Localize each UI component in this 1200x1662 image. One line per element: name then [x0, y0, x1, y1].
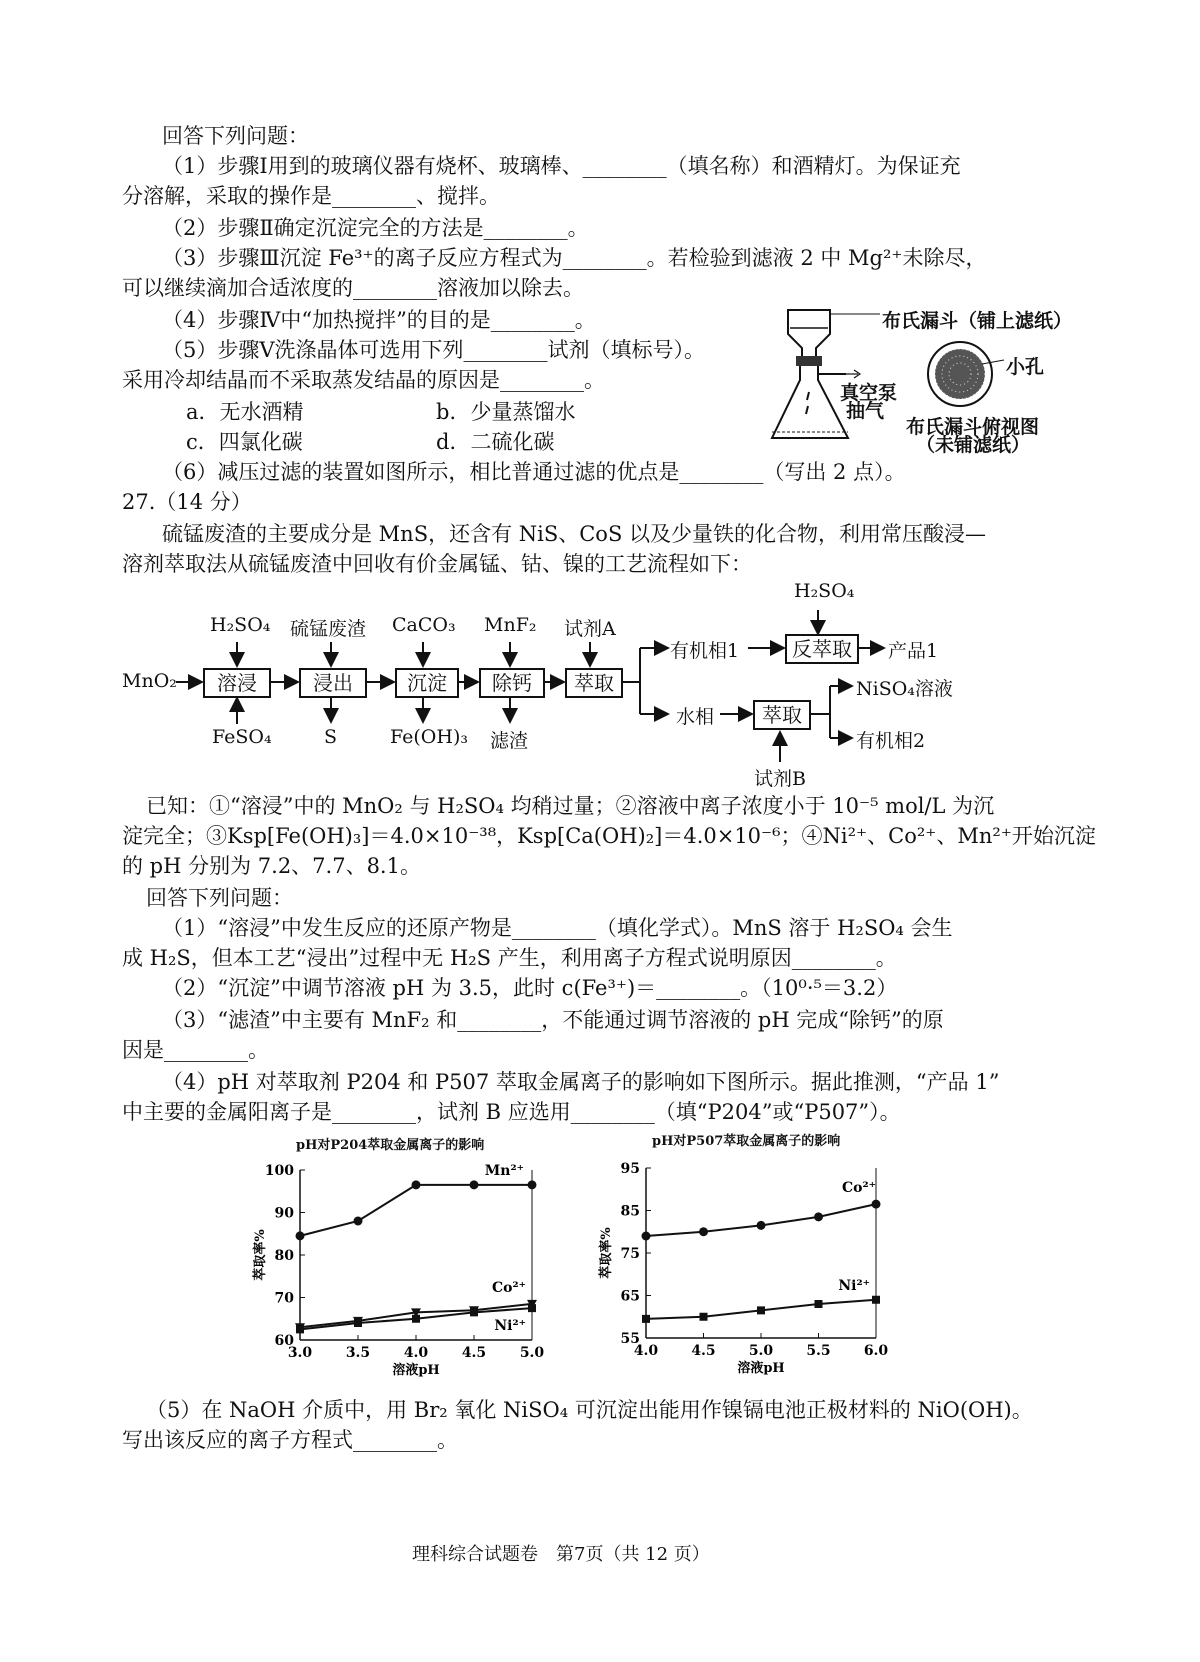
step-box-remove-calcium: 除钙 — [479, 668, 545, 698]
reagent-a: 试剂A — [564, 618, 616, 640]
q26-part3-line1: （3）步骤Ⅲ沉淀 Fe³⁺的离子反应方程式为________。若检验到滤液 2 中 Mg²⁺未除尽， — [162, 246, 987, 270]
known-line2: 淀完全；③Ksp[Fe(OH)₃]＝4.0×10⁻³⁸，Ksp[Ca(OH)₂]＝4.0×10⁻⁶；④Ni²⁺、Co²⁺、Mn²⁺开始沉淀 — [122, 824, 1096, 848]
reagent-h2so4: H₂SO₄ — [210, 614, 271, 636]
option-c: c．四氯化碳 — [186, 430, 303, 454]
step-box-dissolve: 溶浸 — [203, 668, 271, 698]
data-point — [872, 1200, 881, 1209]
q27-part5-line2: 写出该反应的离子方程式________。 — [122, 1428, 458, 1452]
reagent-b: 试剂B — [754, 768, 806, 790]
pump-label: 真空泵 — [840, 382, 898, 404]
back-extract-h2so4: H₂SO₄ — [794, 580, 855, 602]
q27-part5-line1: （5）在 NaOH 介质中，用 Br₂ 氧化 NiSO₄ 可沉淀出能用作镍镉电池正极材料的 NiO(OH)。 — [146, 1398, 1033, 1422]
reagent-caco3: CaCO₃ — [392, 614, 456, 636]
step-box-extract-2: 萃取 — [753, 700, 811, 730]
chart2-title: pH对P507萃取金属离子的影响 — [652, 1134, 841, 1149]
y-tick-label: 55 — [620, 1331, 640, 1347]
q27-part1-line2: 成 H₂S，但本工艺“浸出”过程中无 H₂S 产生，利用离子方程式说明原因________。 — [122, 946, 897, 970]
data-point — [528, 1180, 537, 1189]
q27-header: 27.（14 分） — [122, 490, 252, 514]
q27-part4-line2: 中主要的金属阳离子是________，试剂 B 应选用________（填“P204”或“P507”）。 — [122, 1100, 901, 1124]
pump-label-2: 抽气 — [846, 400, 885, 422]
data-point — [872, 1296, 880, 1304]
data-point — [354, 1217, 363, 1226]
series-line — [646, 1204, 876, 1236]
q26-part5-line2: 采用冷却结晶而不采取蒸发结晶的原因是________。 — [122, 368, 605, 392]
data-point — [412, 1315, 420, 1323]
y-tick-label: 95 — [620, 1161, 640, 1177]
q27-part3-line2: 因是________。 — [122, 1038, 269, 1062]
p204-extraction-chart — [240, 1150, 570, 1390]
y-tick-label: 80 — [274, 1248, 294, 1264]
q26-part5-line1: （5）步骤Ⅴ洗涤晶体可选用下列________试剂（填标号）。 — [162, 338, 706, 362]
niso4-solution: NiSO₄溶液 — [856, 678, 953, 700]
x-tick-label: 3.0 — [287, 1345, 313, 1361]
x-axis-label: 溶液pH — [392, 1363, 440, 1378]
known-line3: 的 pH 分别为 7.2、7.7、8.1。 — [122, 854, 421, 878]
data-point — [699, 1227, 708, 1236]
q26-part1-line1: （1）步骤Ⅰ用到的玻璃仪器有烧杯、玻璃棒、________（填名称）和酒精灯。为保证充 — [162, 154, 961, 178]
q27-part4-line1: （4）pH 对萃取剂 P204 和 P507 萃取金属离子的影响如下图所示。据此推测，“产品 1” — [162, 1070, 1000, 1094]
product-1: 产品1 — [888, 640, 939, 662]
data-point — [642, 1232, 651, 1241]
option-b: b．少量蒸馏水 — [436, 400, 576, 424]
x-tick-label: 5.5 — [806, 1343, 831, 1359]
q27-part2: （2）“沉淀”中调节溶液 pH 为 3.5，此时 c(Fe³⁺)＝________。（10⁰·⁵＝3.2） — [162, 976, 898, 1000]
data-point — [815, 1300, 823, 1308]
series-label: Ni²⁺ — [838, 1277, 870, 1294]
input-feso4: FeSO₄ — [212, 726, 272, 748]
q27-stem-line2: 溶剂萃取法从硫锰废渣中回收有价金属锰、钴、镍的工艺流程如下： — [122, 552, 752, 576]
y-tick-label: 100 — [264, 1163, 294, 1179]
data-point — [757, 1306, 765, 1314]
series-label: Ni²⁺ — [494, 1318, 526, 1335]
y-tick-label: 75 — [620, 1246, 640, 1262]
start-mno2: MnO₂ — [122, 670, 177, 692]
organic-phase-2: 有机相2 — [856, 730, 926, 752]
step-box-leach: 浸出 — [299, 668, 367, 698]
funnel-label: 布氏漏斗（铺上滤纸） — [882, 310, 1073, 332]
x-tick-label: 6.0 — [863, 1343, 889, 1359]
reagent-mnf2: MnF₂ — [484, 614, 537, 636]
q26-part1-line2: 分溶解，采取的操作是________、搅拌。 — [122, 184, 500, 208]
q27-part1-line1: （1）“溶浸”中发生反应的还原产物是________（填化学式）。MnS 溶于 H₂SO₄ 会生 — [162, 916, 953, 940]
hole-label: 小孔 — [1006, 356, 1045, 378]
p507-extraction-chart — [580, 1148, 920, 1388]
step-box-precipitate: 沉淀 — [395, 668, 459, 698]
x-tick-label: 4.5 — [461, 1345, 487, 1361]
y-tick-label: 65 — [620, 1288, 640, 1305]
y-tick-label: 90 — [274, 1205, 294, 1222]
x-tick-label: 4.0 — [403, 1345, 429, 1361]
y-axis-label: 萃取率% — [253, 1229, 268, 1281]
q26-intro: 回答下列问题： — [162, 124, 309, 148]
step-box-back-extract: 反萃取 — [785, 634, 859, 664]
x-tick-label: 5.0 — [748, 1343, 774, 1359]
data-point — [354, 1319, 362, 1327]
reagent-waste-slag: 硫锰废渣 — [290, 618, 367, 640]
q26-part2: （2）步骤Ⅱ确定沉淀完全的方法是________。 — [162, 216, 589, 240]
page-footer: 理科综合试题卷 第7页（共 12 页） — [412, 1544, 710, 1565]
series-line — [300, 1185, 532, 1236]
top-view-label-2: （未铺滤纸） — [916, 434, 1031, 456]
data-point — [412, 1180, 421, 1189]
y-tick-label: 85 — [620, 1203, 640, 1220]
data-point — [296, 1325, 304, 1333]
x-tick-label: 4.0 — [633, 1343, 659, 1359]
top-view-label: 布氏漏斗俯视图 — [906, 416, 1040, 438]
x-tick-label: 5.0 — [519, 1345, 545, 1361]
data-point — [528, 1304, 536, 1312]
q26-part6: （6）减压过滤的装置如图所示，相比普通过滤的优点是________（写出 2 点）。 — [162, 460, 906, 484]
step-box-extract: 萃取 — [565, 668, 623, 698]
known-line1: 已知：①“溶浸”中的 MnO₂ 与 H₂SO₄ 均稍过量；②溶液中离子浓度小于 10⁻⁵ mol/L 为沉 — [146, 794, 995, 818]
output-feoh3: Fe(OH)₃ — [390, 726, 468, 748]
series-label: Co²⁺ — [491, 1279, 526, 1296]
organic-phase-1: 有机相1 — [670, 640, 740, 662]
series-label: Co²⁺ — [841, 1180, 876, 1197]
x-axis-label: 溶液pH — [737, 1361, 785, 1376]
x-tick-label: 4.5 — [691, 1343, 716, 1359]
data-point — [470, 1308, 478, 1316]
x-tick-label: 3.5 — [345, 1345, 371, 1361]
q27-intro: 回答下列问题： — [146, 886, 293, 910]
chart1-title: pH对P204萃取金属离子的影响 — [296, 1138, 485, 1153]
q27-part3-line1: （3）“滤渣”中主要有 MnF₂ 和________，不能通过调节溶液的 pH 完成“除钙”的原 — [162, 1008, 944, 1032]
q27-stem-line1: 硫锰废渣的主要成分是 MnS，还含有 NiS、CoS 以及少量铁的化合物，利用常压酸浸— — [162, 522, 987, 546]
output-s: S — [324, 726, 338, 748]
data-point — [296, 1231, 305, 1240]
data-point — [757, 1221, 766, 1230]
data-point — [814, 1212, 823, 1221]
output-residue: 滤渣 — [490, 730, 529, 752]
data-point — [642, 1315, 650, 1323]
q26-part4: （4）步骤Ⅳ中“加热搅拌”的目的是________。 — [162, 308, 596, 332]
data-point — [470, 1180, 479, 1189]
y-axis-label: 萃取率% — [599, 1227, 614, 1279]
option-d: d．二硫化碳 — [436, 430, 555, 454]
q26-part3-line2: 可以继续滴加合适浓度的________溶液加以除去。 — [122, 276, 584, 300]
data-point — [700, 1313, 708, 1321]
option-a: a．无水酒精 — [186, 400, 304, 424]
y-tick-label: 60 — [274, 1333, 294, 1349]
aqueous-phase: 水相 — [676, 706, 715, 728]
series-label: Mn²⁺ — [484, 1162, 524, 1179]
y-tick-label: 70 — [274, 1290, 294, 1307]
